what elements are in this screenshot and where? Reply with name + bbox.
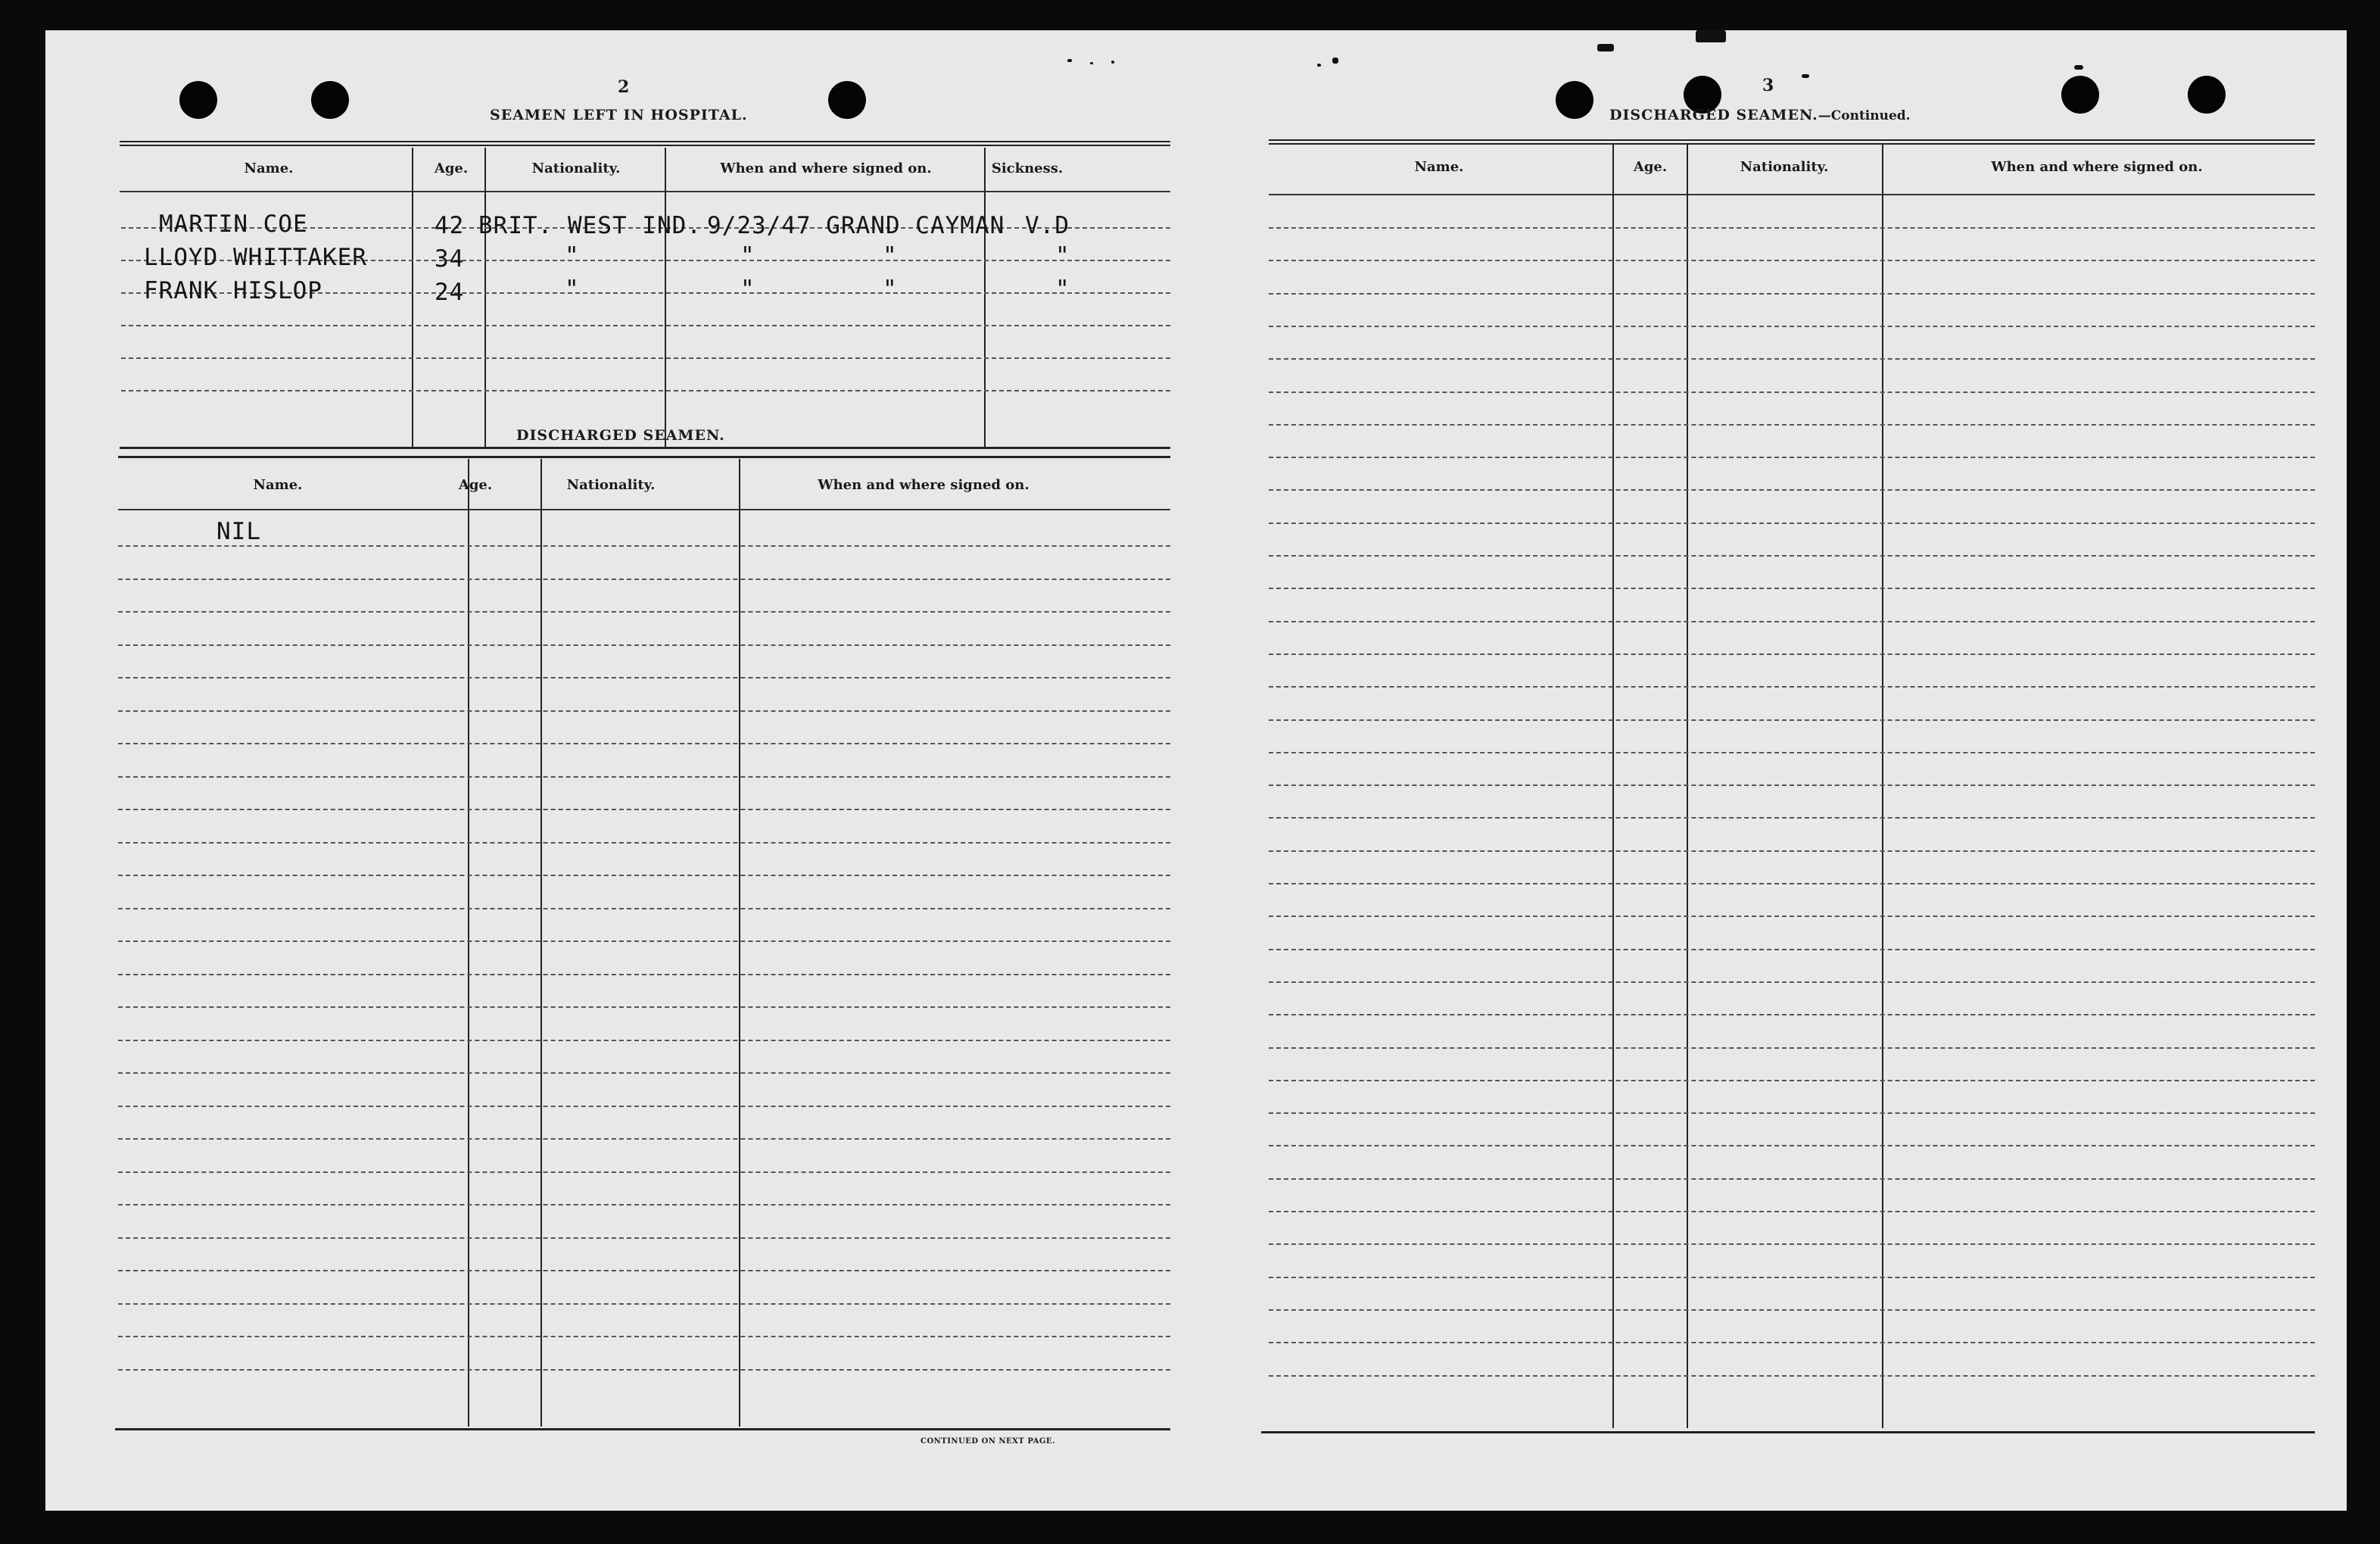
hospital-header-rule — [120, 191, 1170, 192]
hospital-row-sickness: V.D — [1025, 212, 1070, 239]
hospital-row-name: LLOYD WHITTAKER — [144, 244, 367, 271]
right-section-title — [1609, 107, 1911, 123]
hospital-col-divider — [665, 148, 666, 447]
hospital-row-age: 34 — [435, 245, 465, 273]
left-page-number: 2 — [618, 77, 630, 97]
hospital-row-nationality: " — [565, 242, 580, 270]
punch-hole — [1556, 81, 1593, 119]
ruled-line — [1269, 1080, 2315, 1081]
ruled-line — [118, 809, 1170, 810]
hospital-row-signed-on-date: " — [740, 276, 755, 303]
ruled-line — [1269, 850, 2315, 852]
ruled-line — [1269, 1178, 2315, 1180]
continued-footnote: CONTINUED ON NEXT PAGE. — [921, 1437, 1056, 1446]
ruled-line — [118, 842, 1170, 844]
punch-hole — [828, 81, 866, 119]
right-header-rule — [1269, 194, 2315, 195]
ruled-line — [1269, 391, 2315, 393]
ruled-line — [1269, 424, 2315, 426]
ruled-line — [1269, 817, 2315, 819]
punch-hole — [179, 81, 217, 119]
hospital-table-bottom-rule — [120, 447, 1170, 449]
ruled-line — [1269, 719, 2315, 721]
hospital-row-nationality: " — [565, 276, 580, 303]
discharged-col-name: Name. — [253, 477, 303, 493]
ruled-line — [121, 390, 1170, 391]
right-col-nationality: Nationality. — [1740, 159, 1829, 175]
ruled-line — [118, 677, 1170, 678]
hospital-col-nationality: Nationality. — [531, 161, 621, 176]
right-section-title-suffix: —Continued. — [1818, 108, 1911, 123]
ruled-line — [1269, 1211, 2315, 1212]
ruled-line — [1269, 227, 2315, 229]
ruled-line — [118, 776, 1170, 778]
ruled-line — [118, 1106, 1170, 1107]
left-page-bottom-rule — [115, 1428, 1170, 1430]
right-col-name: Name. — [1414, 159, 1464, 175]
discharged-col-divider — [540, 459, 542, 1427]
ink-speck — [1111, 61, 1114, 64]
ruled-line — [1269, 457, 2315, 458]
hospital-row-signed-on: 9/23/47 GRAND CAYMAN — [707, 212, 1005, 239]
punch-hole — [2188, 76, 2226, 114]
ruled-line — [1269, 883, 2315, 884]
ruled-line — [118, 743, 1170, 744]
discharged-nil-entry: NIL — [217, 518, 261, 545]
hospital-col-signed-on: When and where signed on. — [720, 161, 932, 176]
hospital-col-divider — [484, 148, 486, 447]
right-page-bottom-rule — [1261, 1431, 2315, 1433]
ruled-line — [118, 1006, 1170, 1008]
hospital-row-nationality: BRIT. WEST IND. — [478, 212, 702, 239]
hospital-col-divider — [984, 148, 986, 447]
ruled-line — [1269, 293, 2315, 295]
ruled-line — [118, 1040, 1170, 1041]
ruled-line — [118, 644, 1170, 646]
ruled-line — [1269, 784, 2315, 786]
ruled-line — [1269, 1277, 2315, 1278]
ruled-line — [118, 1270, 1170, 1271]
ruled-line — [1269, 1014, 2315, 1015]
hospital-row-name: FRANK HISLOP — [144, 277, 322, 304]
ruled-line — [1269, 522, 2315, 524]
ink-speck — [1067, 59, 1072, 62]
ruled-line — [1269, 686, 2315, 688]
ruled-line — [118, 1171, 1170, 1173]
ruled-line — [1269, 1112, 2315, 1114]
hospital-row-signed-on-place: " — [883, 276, 898, 303]
ruled-line — [118, 1336, 1170, 1337]
ruled-line — [1269, 1047, 2315, 1049]
ruled-line — [1269, 1375, 2315, 1377]
ruled-line — [118, 1237, 1170, 1239]
ruled-line — [1269, 1243, 2315, 1245]
ruled-line — [1269, 981, 2315, 983]
ruled-line — [1269, 1342, 2315, 1343]
ruled-line — [118, 940, 1170, 942]
hospital-col-sickness: Sickness. — [991, 161, 1064, 176]
ruled-line — [121, 325, 1170, 326]
hospital-col-age: Age. — [434, 161, 469, 176]
ruled-line — [1269, 326, 2315, 327]
ledger-paper — [45, 30, 2347, 1511]
discharged-col-divider — [468, 459, 469, 1427]
ruled-line — [118, 710, 1170, 712]
ruled-line — [1269, 489, 2315, 491]
ruled-line — [118, 1138, 1170, 1140]
ruled-line — [118, 1369, 1170, 1371]
right-section-title-text: DISCHARGED SEAMEN. — [1609, 107, 1818, 123]
right-page-number: 3 — [1762, 76, 1774, 95]
ink-speck — [1696, 30, 1726, 42]
ruled-line — [118, 1072, 1170, 1074]
hospital-col-name: Name. — [244, 161, 294, 176]
punch-hole — [311, 81, 349, 119]
ruled-line — [118, 579, 1170, 580]
ruled-line — [121, 357, 1170, 359]
hospital-row-name: MARTIN COE — [159, 211, 308, 238]
ruled-line — [1269, 588, 2315, 589]
hospital-row-sickness: " — [1055, 276, 1070, 303]
right-table-top-rule — [1269, 139, 2315, 145]
ruled-line — [1269, 555, 2315, 557]
hospital-row-signed-on-place: " — [883, 242, 898, 270]
right-col-age: Age. — [1633, 159, 1668, 175]
ruled-line — [1269, 915, 2315, 917]
ruled-line — [118, 1204, 1170, 1206]
ruled-line — [1269, 358, 2315, 360]
ruled-line — [1269, 1145, 2315, 1146]
ruled-line — [118, 1303, 1170, 1305]
hospital-row-age: 24 — [435, 279, 465, 306]
ruled-line — [1269, 653, 2315, 655]
ruled-line — [118, 974, 1170, 975]
ink-speck — [1317, 64, 1321, 67]
ruled-line — [118, 611, 1170, 613]
punch-hole — [2061, 76, 2099, 114]
ruled-line — [1269, 260, 2315, 261]
right-col-signed-on: When and where signed on. — [1991, 159, 2203, 175]
ink-speck — [1597, 44, 1614, 51]
ruled-line — [1269, 1309, 2315, 1311]
ruled-line — [118, 908, 1170, 909]
discharged-header-rule — [118, 509, 1170, 510]
discharged-section-title: DISCHARGED SEAMEN. — [516, 427, 725, 444]
hospital-row-age: 42 — [435, 212, 465, 239]
discharged-table-top-rule — [118, 456, 1170, 458]
ruled-line — [118, 875, 1170, 876]
discharged-col-divider — [739, 459, 740, 1427]
hospital-table-top-rule — [120, 141, 1170, 146]
ink-speck — [1090, 62, 1093, 64]
ruled-line — [1269, 621, 2315, 622]
ruled-line — [1269, 752, 2315, 753]
ink-speck — [1802, 74, 1809, 78]
hospital-row-sickness: " — [1055, 242, 1070, 270]
discharged-col-age: Age. — [458, 477, 493, 493]
ruled-line — [118, 545, 1170, 547]
discharged-col-signed-on: When and where signed on. — [818, 477, 1030, 493]
hospital-section-title: SEAMEN LEFT IN HOSPITAL. — [490, 107, 748, 123]
ink-speck — [2074, 65, 2083, 70]
ruled-line — [1269, 949, 2315, 950]
ink-speck — [1332, 58, 1338, 64]
hospital-col-divider — [412, 148, 413, 447]
discharged-col-nationality: Nationality. — [566, 477, 656, 493]
hospital-row-signed-on-date: " — [740, 242, 755, 270]
